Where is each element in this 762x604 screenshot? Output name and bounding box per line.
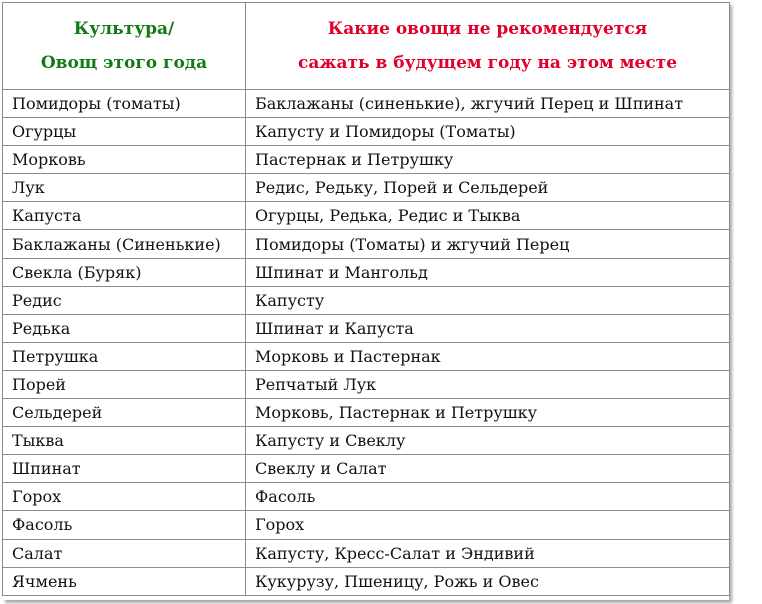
avoid-cell: Шпинат и Мангольд bbox=[246, 258, 730, 286]
table-row bbox=[3, 90, 730, 118]
crop-cell: Морковь bbox=[3, 146, 246, 174]
table-row bbox=[3, 455, 730, 483]
crop-cell: Шпинат bbox=[3, 455, 246, 483]
avoid-cell: Кукурузу, Пшеницу, Рожь и Овес bbox=[246, 567, 730, 595]
table-row bbox=[3, 342, 730, 370]
avoid-cell: Капусту bbox=[246, 286, 730, 314]
header-avoid-line1: Какие овощи не рекомендуется bbox=[327, 19, 648, 39]
table-row bbox=[3, 146, 730, 174]
table-row bbox=[3, 230, 730, 258]
table-row bbox=[3, 511, 730, 539]
crop-cell: Свекла (Буряк) bbox=[3, 258, 246, 286]
table-row bbox=[3, 399, 730, 427]
avoid-cell: Баклажаны (синенькие), жгучий Перец и Шпинат bbox=[246, 90, 730, 118]
crop-cell: Капуста bbox=[3, 202, 246, 230]
crop-cell: Сельдерей bbox=[3, 399, 246, 427]
table-row bbox=[3, 258, 730, 286]
avoid-cell: Репчатый Лук bbox=[246, 370, 730, 398]
table-row bbox=[3, 427, 730, 455]
table-row bbox=[3, 202, 730, 230]
crop-cell: Салат bbox=[3, 539, 246, 567]
avoid-cell: Капусту и Свеклу bbox=[246, 427, 730, 455]
crop-cell: Огурцы bbox=[3, 118, 246, 146]
avoid-cell: Редис, Редьку, Порей и Сельдерей bbox=[246, 174, 730, 202]
crop-rotation-table-container bbox=[2, 2, 729, 600]
avoid-cell: Морковь, Пастернак и Петрушку bbox=[246, 399, 730, 427]
table-body bbox=[3, 90, 730, 596]
table-row bbox=[3, 174, 730, 202]
crop-cell: Ячмень bbox=[3, 567, 246, 595]
table-row bbox=[3, 483, 730, 511]
crop-cell: Горох bbox=[3, 483, 246, 511]
avoid-cell: Капусту, Кресс-Салат и Эндивий bbox=[246, 539, 730, 567]
header-avoid-line2: сажать в будущем году на этом месте bbox=[297, 53, 678, 73]
table-row bbox=[3, 314, 730, 342]
avoid-cell: Морковь и Пастернак bbox=[246, 342, 730, 370]
header-crop-line1: Культура/ bbox=[73, 19, 175, 39]
crop-cell: Редис bbox=[3, 286, 246, 314]
avoid-cell: Огурцы, Редька, Редис и Тыква bbox=[246, 202, 730, 230]
crop-cell: Баклажаны (Синенькие) bbox=[3, 230, 246, 258]
table-row bbox=[3, 567, 730, 595]
avoid-cell: Пастернак и Петрушку bbox=[246, 146, 730, 174]
avoid-cell: Шпинат и Капуста bbox=[246, 314, 730, 342]
table-row bbox=[3, 118, 730, 146]
crop-rotation-table bbox=[2, 2, 730, 596]
table-row bbox=[3, 286, 730, 314]
avoid-cell: Горох bbox=[246, 511, 730, 539]
header-avoid-column bbox=[246, 3, 730, 90]
avoid-cell: Помидоры (Томаты) и жгучий Перец bbox=[246, 230, 730, 258]
table-row bbox=[3, 370, 730, 398]
crop-cell: Помидоры (томаты) bbox=[3, 90, 246, 118]
avoid-cell: Свеклу и Салат bbox=[246, 455, 730, 483]
crop-cell: Фасоль bbox=[3, 511, 246, 539]
table-row bbox=[3, 539, 730, 567]
header-crop-line2: Овощ этого года bbox=[40, 53, 208, 73]
table-header-row bbox=[3, 3, 730, 90]
header-crop-column bbox=[3, 3, 246, 90]
avoid-cell: Фасоль bbox=[246, 483, 730, 511]
crop-cell: Лук bbox=[3, 174, 246, 202]
crop-cell: Петрушка bbox=[3, 342, 246, 370]
crop-cell: Порей bbox=[3, 370, 246, 398]
crop-cell: Редька bbox=[3, 314, 246, 342]
avoid-cell: Капусту и Помидоры (Томаты) bbox=[246, 118, 730, 146]
crop-cell: Тыква bbox=[3, 427, 246, 455]
